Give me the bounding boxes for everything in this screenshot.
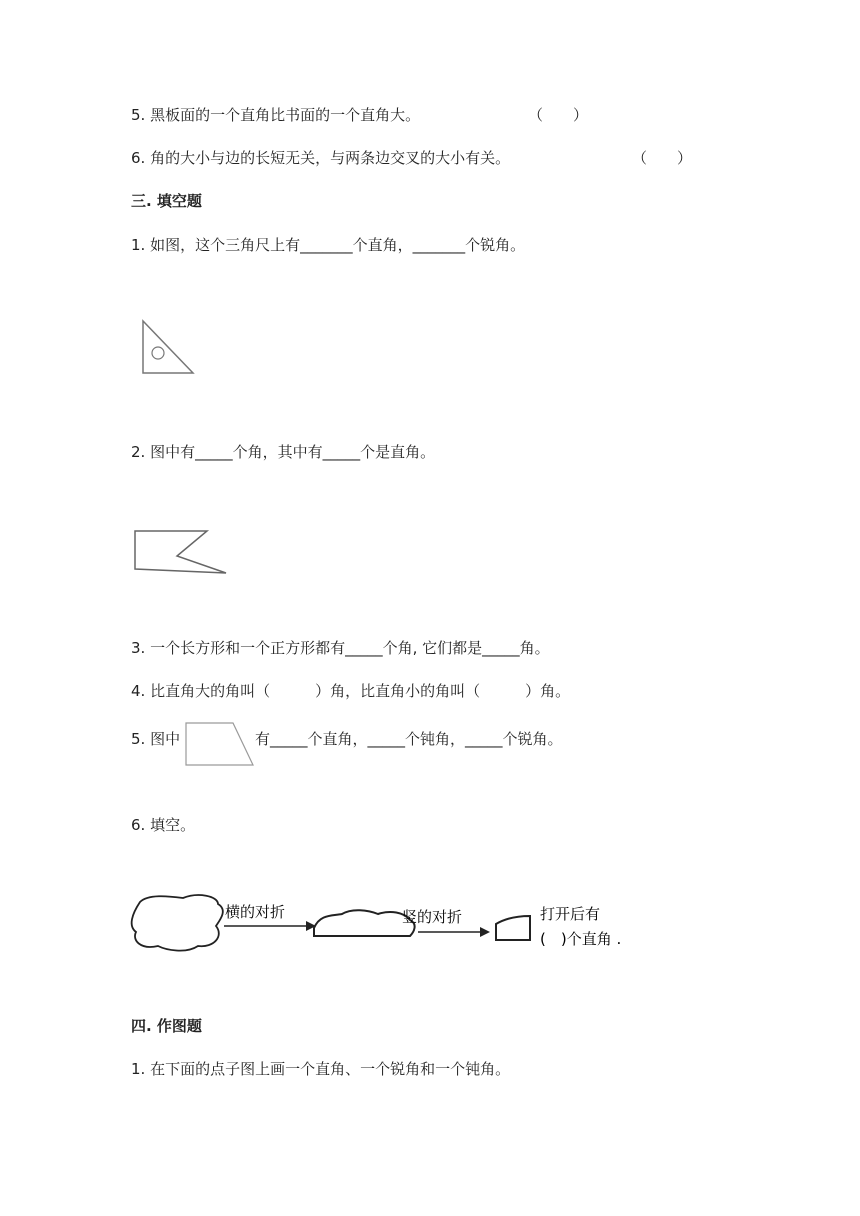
question-3-6: 6. 填空。 bbox=[131, 816, 196, 834]
paper-outline bbox=[132, 895, 223, 951]
paper-fold-diagram bbox=[128, 890, 668, 960]
notched-shape-figure bbox=[130, 525, 240, 580]
set-square-figure bbox=[135, 315, 205, 380]
question-4-1: 1. 在下面的点子图上画一个直角、一个锐角和一个钝角。 bbox=[131, 1060, 511, 1078]
section-title-drawing: 四. 作图题 bbox=[131, 1017, 202, 1035]
question-3-2: 2. 图中有_____个角，其中有_____个是直角。 bbox=[131, 443, 436, 461]
answer-paren-2-6: （ ） bbox=[632, 149, 693, 167]
fold-result-line2: ( )个直角 . bbox=[540, 930, 622, 948]
question-3-4: 4. 比直角大的角叫（ ）角，比直角小的角叫（ ）角。 bbox=[131, 682, 571, 700]
arrow-head-2 bbox=[480, 927, 490, 937]
question-2-5: 5. 黑板面的一个直角比书面的一个直角大。 bbox=[131, 106, 421, 124]
fold-step-1-label: 横的对折 bbox=[225, 903, 286, 921]
question-3-5-prefix: 5. 图中 bbox=[131, 730, 181, 748]
question-3-5-suffix: 有_____个直角，_____个钝角，_____个锐角。 bbox=[255, 730, 563, 748]
fold-result-line1: 打开后有 bbox=[540, 905, 601, 923]
fold-step-2-label: 竖的对折 bbox=[402, 908, 463, 926]
answer-paren-2-5: （ ） bbox=[528, 106, 589, 124]
trapezoid-figure bbox=[183, 721, 258, 771]
half-folded-paper bbox=[314, 910, 415, 936]
quarter-folded-paper bbox=[496, 916, 530, 940]
question-3-1: 1. 如图，这个三角尺上有_______个直角，_______个锐角。 bbox=[131, 236, 526, 254]
question-3-3: 3. 一个长方形和一个正方形都有_____个角, 它们都是_____角。 bbox=[131, 639, 550, 657]
question-2-6: 6. 角的大小与边的长短无关，与两条边交叉的大小有关。 bbox=[131, 149, 511, 167]
section-title-fill-in: 三. 填空题 bbox=[131, 192, 202, 210]
